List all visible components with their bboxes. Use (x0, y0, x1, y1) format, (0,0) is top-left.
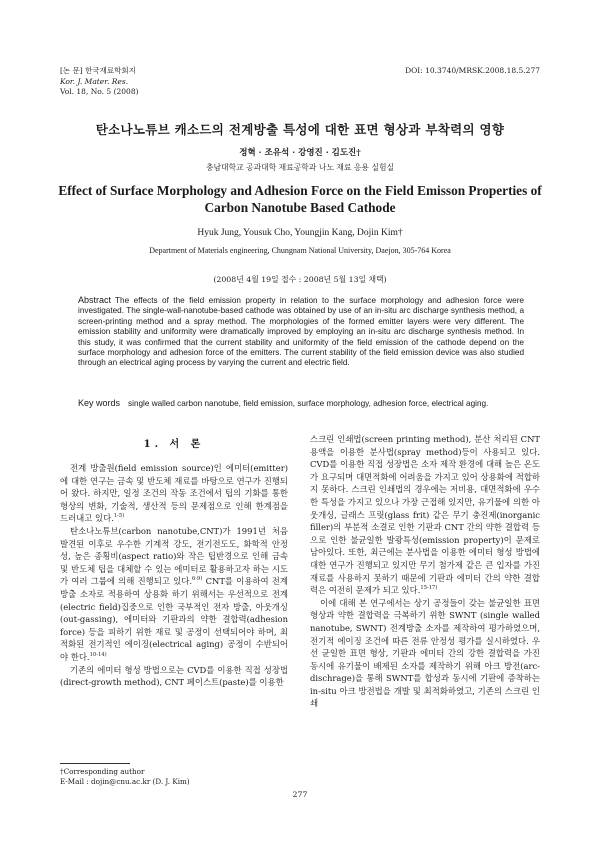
citation: 10-14) (89, 652, 107, 659)
paragraph (310, 597, 540, 710)
footnote-rule (60, 763, 130, 764)
affiliation-korean: 충남대학교 공과대학 재료공학과 나노 재료 응용 실험실 (205, 163, 395, 172)
page-number: 277 (292, 790, 308, 799)
paragraph-text: 기존의 에미터 형성 방법으로는 CVD를 이용한 직접 성장법(direct-growth method), CNT 페이스트(paste)를 이용한 (60, 664, 288, 688)
paragraph (60, 664, 288, 689)
keywords (78, 398, 524, 408)
doi: DOI: 10.3740/MRSK.2008.18.5.277 (405, 66, 540, 75)
paragraph-text: CNT를 이용하여 전계방출 소자로 적용하여 상용화 하기 위해서는 우선적으로 전계(electric field)집중으로 인한 국부적인 전자 방출, 아웃개싱(out-gassing), 에미터와 기판과의 약한 결합력(adhesion force) 등을 피하기 위한 재료 및 공정이 선택되어야 하며, 최적화된 전기적인 에이징(electrical aging) 공정이 수반되어야 한다. (60, 576, 288, 662)
paragraph-text: 스크린 인쇄법(screen printing method), 분산 처리된 CNT 용액을 이용한 분사법(spray method)등이 사용되고 있다. CVD를 이용한 직접 성장법은 소자 제작 환경에 대해 높은 온도가 요구되며 대면적화에 어려움을 가지고 있어 상용화에 적합하지 못하다. 스크린 인쇄법의 경우에는 저비용, 대면적화에 우수한 특성을 가지고 있으나 가장 근접해 있지만, 유기물에 의한 아웃개싱, 글래스 프릿(glass frit) 같은 무기 충진제(inorganic filler)의 부분적 소결로 인한 기판과 CNT 간의 약한 결합력 등으로 인한 불균일한 발광특성(emission property)이 문제로 남아있다. 또한, 최근에는 분사법을 이용한 에미터 형성 방법에 대한 연구가 진행되고 있지만 무기 첨가제 같은 큰 입자를 가진 재료를 사용하지 못하기 때문에 기판과 에미터 간의 약한 결합력은 여전히 문제가 되고 있다. (310, 434, 540, 596)
abstract-text: The effects of the field emission property in relation to the surface morphology and adhesion force were investigated. The single-wall-nanotube-based cathode was obtained by use of an in-situ arc discharge synthesis method, a screen-printing method and a spray method. The morphologies of the formed emitter layers were very different. The emission stability and uniformity were dramatically improved by employing an in-situ arc discharge synthesis method. In this study, it was confirmed that the current stability and uniformity of the field emission of the cathode depend on the surface morphology and adhesion force of the emitters. The current stability of the field emission device was also studied through an electrical aging process by varying the current and electric field. (78, 296, 524, 368)
footnote (60, 767, 190, 787)
affiliation-english: Department of Materials engineering, Chungnam National University, Daejon, 305-764 Korea (149, 246, 451, 255)
abstract (78, 295, 524, 369)
paragraph (60, 462, 288, 525)
abstract-label: Abstract (78, 295, 112, 305)
right-column (310, 433, 540, 710)
keywords-label: Key words (78, 398, 121, 408)
received-date: (2008년 4월 19일 접수 : 2008년 5월 13일 채택) (213, 275, 387, 284)
citation: 1-5) (113, 513, 125, 520)
journal-name-en: Kor. J. Mater. Res. (60, 76, 129, 86)
paragraph (60, 525, 288, 664)
paragraph (310, 433, 540, 597)
authors-korean: 정혁 · 조유석 · 강영진 · 김도진† (239, 148, 361, 158)
authors-english: Hyuk Jung, Yousuk Cho, Youngjin Kang, Dojin Kim† (197, 228, 403, 238)
paragraph-text: 이에 대해 본 연구에서는 상기 공정들이 갖는 불균일한 표면형상과 약한 결합력을 극복하기 위한 SWNT (single walled nanotube, SWNT) 전계방출 소자를 제작하여 평가하였으며, 전기적 에이징 조건에 따른 전류 안정성 평가를 실시하였다. 우선 균일한 표면 형상, 기판과 에미터 간의 강한 결합력을 가진 동시에 유기물이 배제된 소자를 제작하기 위해 아크 방전(arc-dischrage)을 통해 SWNT를 합성과 동시에 기판에 증착하는 in-situ 아크 방전법을 개발 및 최적화하였고, 기존의 스크린 인쇄 (310, 597, 540, 709)
citation: 15-17) (420, 585, 438, 592)
citation: 6-9) (192, 576, 203, 583)
journal-header (60, 66, 139, 98)
title-english: Effect of Surface Morphology and Adhesion Force on the Field Emisson Properties of Carbon Nanotube Based Cathode (58, 183, 542, 215)
journal-volume: Vol. 18, No. 5 (2008) (60, 87, 139, 96)
title-korean: 탄소나노튜브 캐소드의 전계방출 특성에 대한 표면 형상과 부착력의 영향 (95, 122, 505, 137)
section-heading-introduction: 1. 서 론 (143, 439, 205, 450)
keywords-text: single walled carbon nanotube, field emission, surface morphology, adhesion force, electrical aging. (128, 399, 489, 408)
journal-name-kr: [논 문] 한국재료학회지 (60, 66, 136, 75)
author-email: E-Mail : dojin@cnu.ac.kr (D. J. Kim) (60, 777, 190, 786)
left-column (60, 462, 288, 689)
corresponding-author: †Corresponding author (60, 767, 145, 776)
paragraph-text: 전계 방출원(field emission source)인 에미터(emitter)에 대한 연구는 금속 및 반도체 재료를 바탕으로 연구가 진행되어 왔다. 하지만, 일정 조건의 작동 조건에서 팁의 기화를 통한 형상의 변화, 기술적, 생산적 등의 문제점으로 인해 한계점을 드러내고 있다. (60, 463, 288, 524)
paragraph-text: 탄소나노튜브(carbon nanotube,CNT)가 1991년 처음 발견된 이후로 우수한 기계적 강도, 전기전도도, 화학적 안정성, 높은 종횡비(aspect ratio)와 작은 팁반경으로 인해 금속 및 반도체 팁을 대체할 수 있는 에미터로 활용하고자 하는 시도가 여러 그룹에 의해 진행되고 있다. (60, 525, 288, 587)
